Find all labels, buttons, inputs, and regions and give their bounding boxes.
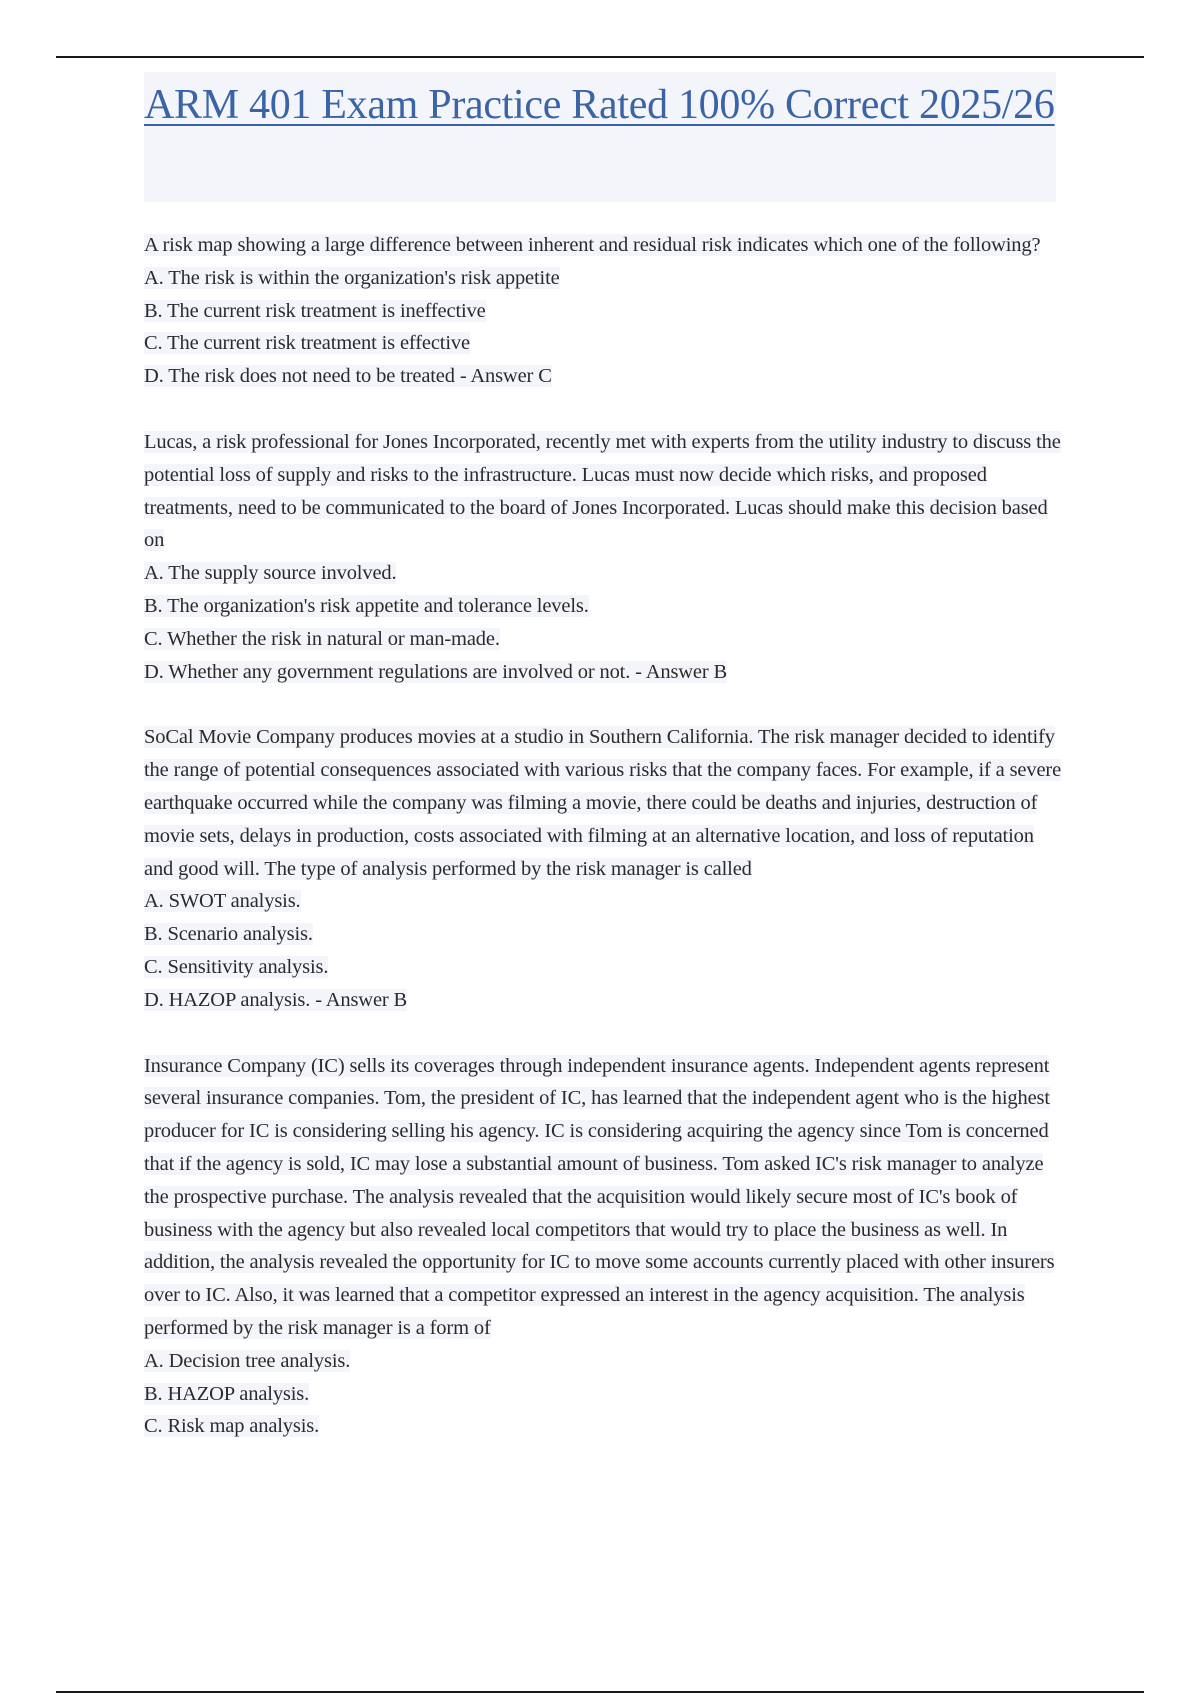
option-a [144, 885, 1064, 918]
question-3 [144, 721, 1064, 1016]
question-stem-text: Insurance Company (IC) sells its coverages through independent insurance agents. Independent agents represent several insurance companies. Tom, the president of IC, has learned that the independent agent who is the highest producer for IC is considering selling his agency. IC is considering acquiring the agency since Tom is concerned that if the agency is sold, IC may lose a substantial amount of business. Tom asked IC's risk manager to analyze the prospective purchase. The analysis revealed that the acquisition would likely secure most of IC's book of business with the agency but also revealed local competitors that would try to place the business as well. In addition, the analysis revealed the opportunity for IC to move some accounts currently placed with other insurers over to IC. Also, it was learned that a competitor expressed an interest in the agency acquisition. The analysis performed by the risk manager is a form of [144, 1054, 1055, 1339]
question-stem-text: A risk map showing a large difference between inherent and residual risk indicates which one of the following? [144, 234, 1041, 256]
option-c [144, 327, 1064, 360]
option-c [144, 1410, 1064, 1443]
option-text: C. Risk map analysis. [144, 1415, 320, 1438]
document-title: ARM 401 Exam Practice Rated 100% Correct 2025/26 [144, 82, 1055, 128]
option-text: C. Whether the risk in natural or man-made. [144, 627, 500, 650]
option-a [144, 557, 1064, 590]
option-b [144, 918, 1064, 951]
top-rule [56, 56, 1144, 58]
option-text: C. The current risk treatment is effective [144, 332, 470, 355]
option-text: A. The supply source involved. [144, 562, 397, 585]
title-banner [144, 72, 1056, 202]
option-text: A. SWOT analysis. [144, 890, 301, 913]
question-stem-text: SoCal Movie Company produces movies at a studio in Southern California. The risk manager decided to identify the range of potential consequences associated with various risks that the company faces. For example, if a severe earthquake occurred while the company was filming a movie, there could be deaths and injuries, destruction of movie sets, delays in production, costs associated with filming at an alternative location, and loss of reputation and good will. The type of analysis performed by the risk manager is called [144, 726, 1062, 880]
question-4 [144, 1050, 1064, 1444]
option-text: D. The risk does not need to be treated - Answer C [144, 365, 552, 388]
question-stem [144, 229, 1064, 262]
option-text: D. Whether any government regulations are involved or not. - Answer B [144, 660, 728, 683]
option-text: B. Scenario analysis. [144, 923, 313, 946]
option-c [144, 951, 1064, 984]
option-a [144, 1345, 1064, 1378]
question-2 [144, 426, 1064, 688]
document-body [144, 229, 1064, 1476]
option-d [144, 656, 1064, 689]
option-d [144, 360, 1064, 393]
option-d [144, 984, 1064, 1017]
option-text: A. Decision tree analysis. [144, 1349, 351, 1372]
question-stem-text: Lucas, a risk professional for Jones Incorporated, recently met with experts from the utility industry to discuss the potential loss of supply and risks to the infrastructure. Lucas must now decide which risks, and proposed treatments, need to be communicated to the board of Jones Incorporated. Lucas should make this decision based on [144, 430, 1061, 552]
option-a [144, 262, 1064, 295]
question-stem [144, 426, 1064, 557]
option-text: A. The risk is within the organization's risk appetite [144, 266, 560, 289]
question-stem [144, 721, 1064, 885]
question-stem [144, 1050, 1064, 1345]
option-b [144, 295, 1064, 328]
option-text: B. The organization's risk appetite and tolerance levels. [144, 594, 589, 617]
option-text: D. HAZOP analysis. - Answer B [144, 988, 408, 1011]
option-text: B. The current risk treatment is ineffective [144, 299, 486, 322]
question-1 [144, 229, 1064, 393]
option-text: C. Sensitivity analysis. [144, 955, 329, 978]
option-c [144, 623, 1064, 656]
option-text: B. HAZOP analysis. [144, 1382, 310, 1405]
option-b [144, 1378, 1064, 1411]
bottom-rule [56, 1691, 1144, 1693]
option-b [144, 590, 1064, 623]
